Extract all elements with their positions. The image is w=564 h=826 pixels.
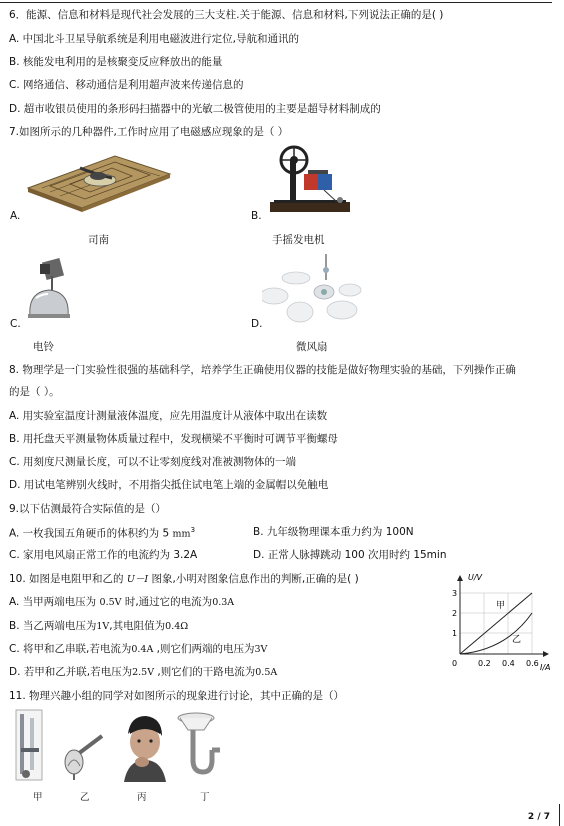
q11-figure-jia <box>14 708 44 782</box>
q7-letter-d: D. <box>251 318 263 330</box>
q10-option-d <box>9 666 277 679</box>
q8-option-c: C. 用刻度尺测量长度，可以不让零刻度线对准被测物体的一端 <box>9 456 297 468</box>
q7-caption-a: 司南 <box>88 234 109 246</box>
top-rule <box>0 2 552 3</box>
q6-option-c: C. 网络通信、移动通信是利用超声波来传递信息的 <box>9 79 244 91</box>
q8-option-d: D. 用试电笔辨别火线时，不用指尖抵住试电笔上端的金属帽以免触电 <box>9 479 329 491</box>
q6-stem: 6．能源、信息和材料是现代社会发展的三大支柱.关于能源、信息和材料,下列说法正确的是( ) <box>9 9 444 21</box>
q8-stem-line1: 8. 物理学是一门实验性很强的基础科学，培养学生正确使用仪器的技能是做好物理实验的基础，下列操作正确 <box>9 364 516 376</box>
electric-bell-image <box>22 254 77 322</box>
q7-stem: 7.如图所示的几种器件,工作时应用了电磁感应现象的是（ ） <box>9 126 289 138</box>
q10-a-pre: A. 当甲两端电压为 <box>9 596 97 608</box>
q10-option-b <box>9 620 188 633</box>
graph-xtick-0.2: 0.2 <box>478 659 491 668</box>
graph-curve-yi <box>460 613 532 654</box>
q11-label-ding: 丁 <box>200 792 210 803</box>
q9-option-c: C. 家用电风扇正常工作的电流约为 3.2A <box>9 549 198 561</box>
q7-letter-b: B. <box>251 210 262 222</box>
graph-x-label: I/A <box>540 663 551 672</box>
q10-c-v1: 0.4A <box>131 644 154 655</box>
q10-b-mid: ,其电阻值为 <box>109 620 166 632</box>
micro-fan-image <box>262 250 362 326</box>
q11-label-jia: 甲 <box>33 792 43 803</box>
q10-c-v2: 3V <box>254 644 268 655</box>
q10-stem-pre: 10. 如图是电阻甲和乙的 <box>9 573 124 585</box>
q7-letter-a: A. <box>10 210 21 222</box>
q11-figure-ding <box>176 710 222 782</box>
q10-stem <box>9 573 359 586</box>
graph-label-yi: 乙 <box>512 635 522 645</box>
q9-option-a-text: A. 一枚我国五角硬币的体积约为 5 <box>9 527 170 540</box>
q11-stem: 11. 物理兴趣小组的同学对如图所示的现象进行讨论，其中正确的是（） <box>9 690 345 702</box>
q9-option-d: D. 正常人脉搏跳动 100 次用时约 15min <box>253 549 447 561</box>
q9-option-a-exponent: 3 <box>190 526 196 534</box>
graph-label-jia: 甲 <box>496 601 506 611</box>
q11-label-yi: 乙 <box>80 792 90 803</box>
q10-b-pre: B. 当乙两端电压为 <box>9 620 97 632</box>
q7-caption-b: 手摇发电机 <box>272 234 325 246</box>
q11-label-bing: 丙 <box>137 792 147 803</box>
q10-stem-post: 图象,小明对图象信息作出的判断,正确的是( ) <box>151 573 359 585</box>
u-i-graph <box>446 570 552 676</box>
q8-stem-line2: 的是（ ）。 <box>9 386 60 398</box>
page-number: 2 / 7 <box>527 812 550 822</box>
q10-option-a <box>9 596 234 609</box>
q10-b-v1: 1V <box>96 621 110 632</box>
q7-letter-c: C. <box>10 318 21 330</box>
q10-c-pre: C. 将甲和乙串联,若电流为 <box>9 643 132 655</box>
graph-xtick-0.4: 0.4 <box>502 659 515 668</box>
q10-b-v2: 0.4Ω <box>165 621 189 632</box>
q9-option-a-unit: mm <box>172 528 191 540</box>
q6-option-a: A. 中国北斗卫星导航系统是利用电磁波进行定位,导航和通讯的 <box>9 33 300 45</box>
graph-ytick-1: 1 <box>452 629 458 638</box>
q10-a-v2: 0.3A <box>212 597 235 608</box>
compass-sinan-image <box>20 148 175 214</box>
q10-option-c <box>9 643 267 656</box>
page-edge-mark <box>559 804 560 826</box>
q10-c-mid: ,则它们两端的电压为 <box>156 643 255 655</box>
graph-xtick-0.6: 0.6 <box>526 659 539 668</box>
graph-y-label: U/V <box>468 573 483 582</box>
q6-option-d: D. 超市收银员使用的条形码扫描器中的光敏二极管使用的主要是超导材料制成的 <box>9 103 381 115</box>
q9-option-a <box>9 526 195 541</box>
q8-option-a: A. 用实验室温度计测量液体温度，应先用温度计从液体中取出在读数 <box>9 410 328 422</box>
q6-option-b: B. 核能发电利用的是核聚变反应释放出的能量 <box>9 56 223 68</box>
q7-caption-c: 电铃 <box>33 341 54 353</box>
q7-caption-d: 微风扇 <box>296 341 328 353</box>
q10-d-v2: 0.5A <box>255 667 278 678</box>
graph-ytick-2: 2 <box>452 609 458 618</box>
hand-generator-image <box>262 140 357 218</box>
q10-a-mid: 时,通过它的电流为 <box>124 596 213 608</box>
q10-stem-ui: U－I <box>126 574 149 585</box>
q10-d-pre: D. 若甲和乙并联,若电压为 <box>9 666 133 678</box>
q8-option-b: B. 用托盘天平测量物体质量过程中，发现横梁不平衡时可调节平衡螺母 <box>9 433 338 445</box>
graph-ytick-3: 3 <box>452 589 458 598</box>
q10-d-v1: 2.5V <box>132 667 155 678</box>
q11-figure-yi <box>62 730 108 782</box>
q9-option-b: B. 九年级物理课本重力约为 100N <box>253 526 414 538</box>
graph-origin: 0 <box>452 659 458 668</box>
q10-a-v1: 0.5V <box>99 597 122 608</box>
q11-figure-bing <box>118 712 170 782</box>
q9-stem: 9.以下估测最符合实际值的是（） <box>9 503 167 515</box>
q10-d-mid: ,则它们的干路电流为 <box>157 666 256 678</box>
